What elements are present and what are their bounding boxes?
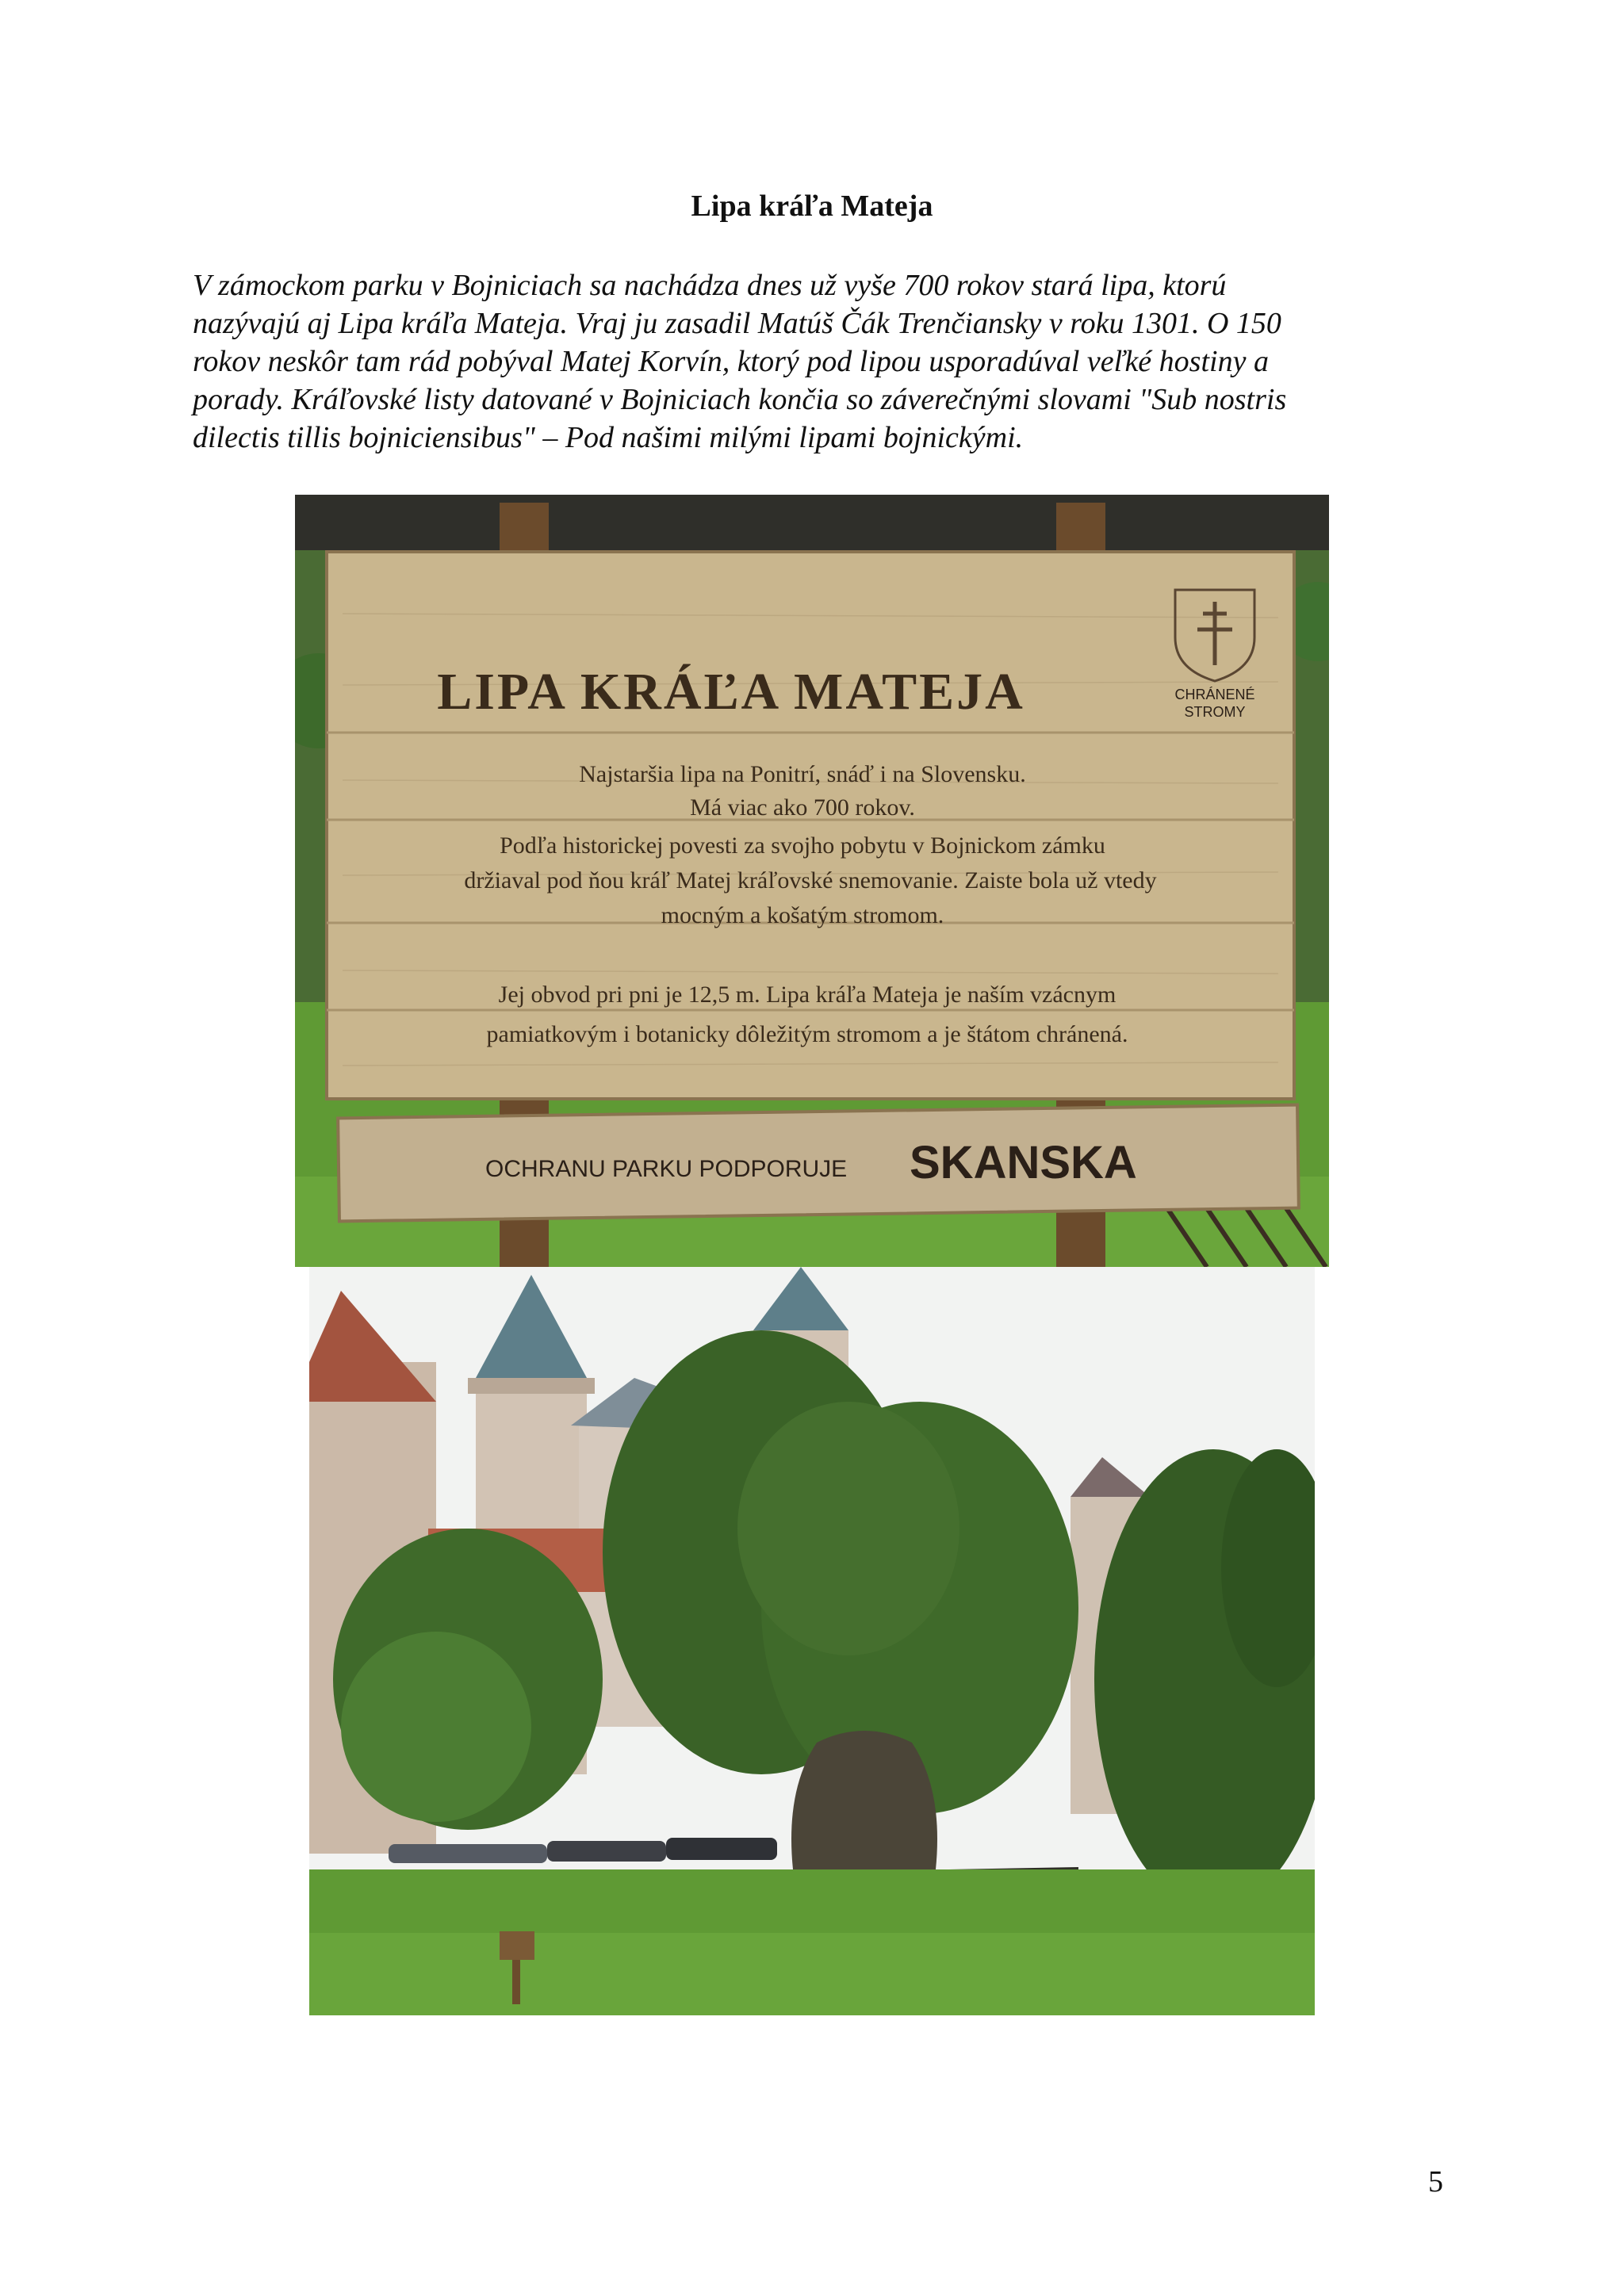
intro-paragraph [193,266,1430,457]
sign-line: Najstaršia lipa na Ponitrí, snáď i na Slovensku. [579,761,1026,787]
intro-line: porady. Kráľovské listy datované v Bojniciach končia so záverečnými slovami "Sub nostris [193,383,1287,416]
sign-line: Má viac ako 700 rokov. [690,794,915,821]
emblem-line: CHRÁNENÉ [1174,687,1255,702]
sign-heading: LIPA KRÁĽA MATEJA [437,663,1025,721]
sign-line: pamiatkovým i botanicky dôležitým stromom a je štátom chránená. [486,1021,1128,1047]
intro-line: V zámockom parku v Bojniciach sa nachádza dnes už vyše 700 rokov stará lipa, ktorú [193,269,1227,302]
intro-line: dilectis tillis bojniciensibus" – Pod našimi milými lipami bojnickými. [193,421,1024,454]
page-number: 5 [1428,2165,1443,2198]
intro-line: rokov neskôr tam rád pobýval Matej Korvín, ktorý pod lipou usporadúval veľké hostiny a [193,345,1269,378]
sign-line: Podľa historickej povesti za svojho pobytu v Bojnickom zámku [500,832,1105,859]
sign-line: držiaval pod ňou kráľ Matej kráľovské snemovanie. Zaiste bola už vtedy [464,867,1157,894]
emblem-line: STROMY [1184,704,1246,720]
sponsor-label: OCHRANU PARKU PODPORUJE [485,1156,848,1182]
sign-photo [295,495,1329,1267]
intro-line: nazývajú aj Lipa kráľa Mateja. Vraj ju zasadil Matúš Čák Trenčiansky v roku 1301. O 150 [193,307,1281,340]
castle-photo-graphic [309,1267,1315,2015]
sign-photo-graphic [295,495,1329,1267]
sign-line: mocným a košatým stromom. [661,902,944,928]
page-title: Lipa kráľa Mateja [691,189,933,223]
sponsor-name: SKANSKA [910,1137,1137,1188]
sign-line: Jej obvod pri pni je 12,5 m. Lipa kráľa Mateja je naším vzácnym [498,982,1116,1008]
castle-photo [309,1267,1315,2015]
